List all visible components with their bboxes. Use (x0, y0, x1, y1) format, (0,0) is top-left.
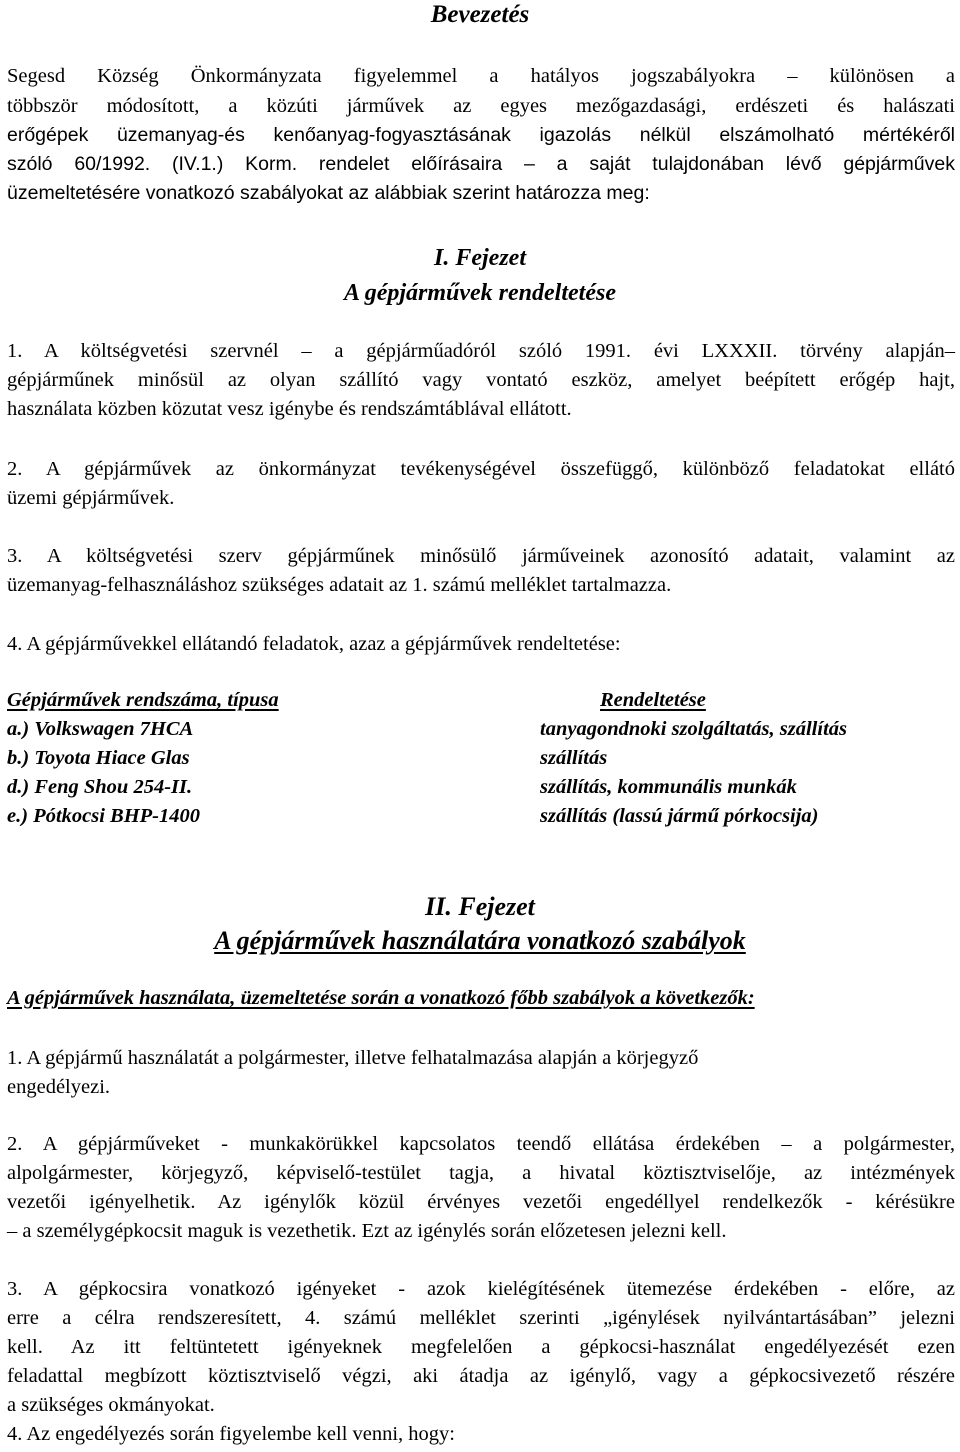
paragraph-line: üzemanyag-felhasználáshoz szükséges adatait az 1. számú melléklet tartalmazza. (7, 574, 672, 596)
paragraph-line: használata közben közutat vesz igénybe és rendszámtáblával ellátott. (7, 398, 572, 420)
vehicle-cell: a.) Volkswagen 7HCA (7, 718, 194, 740)
intro-line: többször módosított, a közúti járművek az egyes mezőgazdasági, erdészeti és halászati (7, 95, 955, 117)
purpose-cell: tanyagondnoki szolgáltatás, szállítás (540, 718, 847, 740)
purpose-cell: szállítás (lassú jármű pórkocsija) (540, 805, 819, 827)
chapter-2-subtitle: A gépjárművek használata, üzemeltetése során a vonatkozó főbb szabályok a következők: (7, 987, 755, 1009)
chapter-2-paragraph-4: 4. Az engedélyezés során figyelembe kell venni, hogy: (7, 1423, 456, 1445)
paragraph-line: 1. A költségvetési szervnél – a gépjárműadóról szóló 1991. évi LXXXII. törvény alapján– (7, 340, 955, 362)
chapter-1-number: I. Fejezet (434, 245, 526, 271)
paragraph-line: – a személygépkocsit maguk is vezethetik. Ezt az igénylés során előzetesen jelezni kell. (7, 1220, 727, 1242)
purpose-cell: szállítás, kommunális munkák (540, 776, 797, 798)
paragraph-line: 3. A gépkocsira vonatkozó igényeket - azok kielégítésének ütemezése érdekében - előre, az (7, 1278, 955, 1300)
chapter-2-number: II. Fejezet (425, 892, 535, 921)
chapter-1-paragraph-4: 4. A gépjárművekkel ellátandó feladatok, azaz a gépjárművek rendeltetése: (7, 633, 621, 655)
paragraph-line: vezetői igényelhetik. Az igénylők közül érvényes vezetői engedéllyel rendelkezők - kérésükre (7, 1191, 955, 1213)
paragraph-line: 3. A költségvetési szerv gépjárműnek minősülő járműveinek azonosító adatait, valamint az (7, 545, 955, 567)
intro-line: Segesd Község Önkormányzata figyelemmel a hatályos jogszabályokra – különösen a (7, 65, 955, 87)
paragraph-line: alpolgármester, körjegyző, képviselő-testület tagja, a hivatal köztisztviselője, az intézmények (7, 1162, 955, 1184)
purpose-column-header: Rendeltetése (600, 689, 706, 711)
purpose-cell: szállítás (540, 747, 608, 769)
paragraph-line: üzemi gépjárművek. (7, 487, 175, 509)
vehicle-cell: d.) Feng Shou 254-II. (7, 776, 193, 798)
paragraph-line: feladattal megbízott köztisztviselő végzi, aki átadja az igénylő, vagy a gépkocsivezető részére (7, 1365, 955, 1387)
paragraph-line: kell. Az itt feltüntetett igényeknek megfelelően a gépkocsi-használat engedélyezését ezen (7, 1336, 955, 1358)
vehicle-cell: e.) Pótkocsi BHP-1400 (7, 805, 201, 827)
vehicle-cell: b.) Toyota Hiace Glas (7, 747, 190, 769)
intro-line: szóló 60/1992. (IV.1.) Korm. rendelet előírásaira – a saját tulajdonában lévő gépjárművek (7, 153, 955, 175)
page-title: Bevezetés (430, 1, 530, 28)
chapter-2-title: A gépjárművek használatára vonatkozó szabályok (214, 926, 746, 955)
paragraph-line: gépjárműnek minősül az olyan szállító vagy vontató eszköz, amelyet beépített erőgép hajt, (7, 369, 955, 391)
chapter-1-title: A gépjárművek rendeltetése (344, 280, 616, 306)
intro-line: erőgépek üzemanyag-és kenőanyag-fogyasztásának igazolás nélkül elszámolható mértékéről (7, 124, 955, 146)
intro-line: üzemeltetésére vonatkozó szabályokat az alábbiak szerint határozza meg: (7, 182, 650, 204)
paragraph-line: a szükséges okmányokat. (7, 1394, 215, 1416)
vehicle-column-header: Gépjárművek rendszáma, típusa (7, 689, 279, 711)
paragraph-line: 2. A gépjárművek az önkormányzat tevékenységével összefüggő, különböző feladatokat ellátó (7, 458, 955, 480)
paragraph-line: 1. A gépjármű használatát a polgármester, illetve felhatalmazása alapján a körjegyző (7, 1047, 699, 1069)
paragraph-line: engedélyezi. (7, 1076, 111, 1098)
paragraph-line: erre a célra rendszeresített, 4. számú melléklet szerinti „igénylések nyilvántartásában” jelezni (7, 1307, 955, 1329)
paragraph-line: 2. A gépjárműveket - munkakörükkel kapcsolatos teendő ellátása érdekében – a polgármester, (7, 1133, 955, 1155)
